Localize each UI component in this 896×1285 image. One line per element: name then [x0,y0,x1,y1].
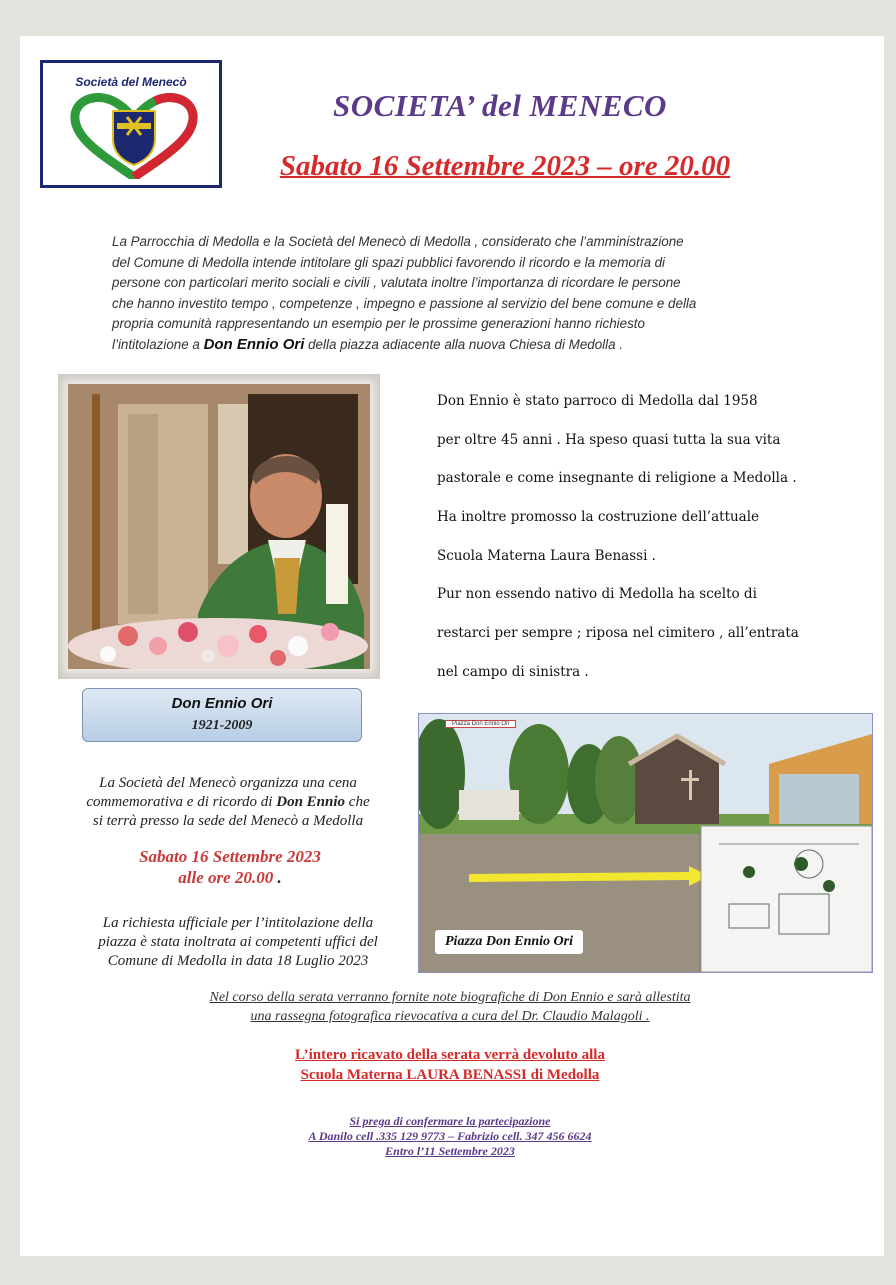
request-line: La richiesta ufficiale per l’intitolazione della [102,915,374,931]
intro-line: persone con particolari merito sociali e civili , valutata inoltre l’importanza di ricordare le persone [112,275,681,290]
notes-line: Nel corso della serata verranno fornite note biografiche di Don Ennio e sarà allestita [209,990,691,1005]
dinner-text: commemorativa e di ricordo di [86,794,277,810]
intro-line: propria comunità rappresentando un esempio per le prossime generazioni hanno richiesto [112,316,645,331]
donation-line: L’intero ricavato della serata verrà devoluto alla [295,1047,605,1063]
rsvp-line: Si prega di confermare la partecipazione [349,1114,551,1128]
biography-text [437,382,857,692]
dinner-line: si terrà presso la sede del Menecò a Medolla [92,813,364,829]
society-logo [40,60,222,188]
portrait-image [68,384,370,669]
request-line: piazza è stata inoltrata ai competenti uffici del [98,934,378,950]
donation-notice [180,1045,720,1085]
dinner-date [80,846,380,888]
rsvp-contacts [180,1114,720,1159]
donation-line: Scuola Materna LAURA BENASSI di Medolla [300,1067,600,1083]
official-request-text [68,914,408,971]
intro-line: che hanno investito tempo , competenze , impegno e passione al servizio del bene comune e della [112,295,697,311]
priest-portrait-photo [58,374,380,679]
intro-text: l’intitolazione a [112,336,204,352]
event-date-headline: Sabato 16 Settembre 2023 – ore 20.00 [279,150,731,182]
bio-line: Scuola Materna Laura Benassi . [437,547,656,564]
page-title: SOCIETA’ del MENECO [333,88,667,123]
dinner-time: alle ore 20.00 [178,868,274,887]
dinner-text: che [345,794,370,810]
dinner-date-line: Sabato 16 Settembre 2023 [139,847,321,866]
heart-shield-emblem-icon [69,93,199,179]
logo-text: Società del Menecò [75,75,187,89]
portrait-name: Don Ennio Ori [171,695,273,712]
notes-line: una rassegna fotografica rievocativa a cura del Dr. Claudio Malagoli . [250,1009,650,1024]
intro-line: del Comune di Medolla intende intitolare gli spazi pubblici favorendo il ricordo e la memoria di [112,254,666,270]
bio-line: restarci per sempre ; riposa nel cimitero , all’entrata [437,625,799,642]
evening-notes [130,988,770,1026]
intro-line: La Parrocchia di Medolla e la Società del Menecò di Medolla , considerato che l’amministrazione [112,234,684,249]
bio-line: Ha inoltre promosso la costruzione dell’attuale [437,509,760,526]
intro-name-bold: Don Ennio Ori [203,335,305,353]
rsvp-deadline-line: Entro l’11 Settembre 2023 [385,1144,515,1158]
rsvp-phone-line: A Danilo cell .335 129 9773 – Fabrizio cell. 347 456 6624 [308,1129,592,1143]
bio-line: pastorale e come insegnante di religione a Medolla . [437,470,797,487]
flyer-page [20,36,884,1256]
request-line: Comune di Medolla in data 18 Luglio 2023 [107,953,369,969]
name-scroll-banner [82,688,362,742]
intro-paragraph [112,232,792,355]
piazza-caption: Piazza Don Ennio Ori [435,930,583,954]
dinner-line [58,793,398,812]
dinner-time-line [80,867,380,888]
dinner-line: La Società del Menecò organizza una cena [99,775,357,791]
bio-line: Don Ennio è stato parroco di Medolla dal 1958 [437,393,758,409]
bio-line: Pur non essendo nativo di Medolla ha scelto di [437,586,757,603]
portrait-years: 1921-2009 [191,718,253,733]
bio-line: per oltre 45 anni . Ha speso quasi tutta la sua vita [437,431,781,448]
dinner-announcement [58,774,398,831]
bio-line: nel campo di sinistra . [437,663,589,680]
piazza-sign-tag: Piazza Don Ennio Ori [445,720,516,728]
dinner-time-dot: . [273,868,282,887]
piazza-photo [418,713,873,973]
dinner-name-bold: Don Ennio [276,794,346,810]
intro-text: della piazza adiacente alla nuova Chiesa di Medolla . [304,336,623,352]
intro-line-last [112,335,792,356]
